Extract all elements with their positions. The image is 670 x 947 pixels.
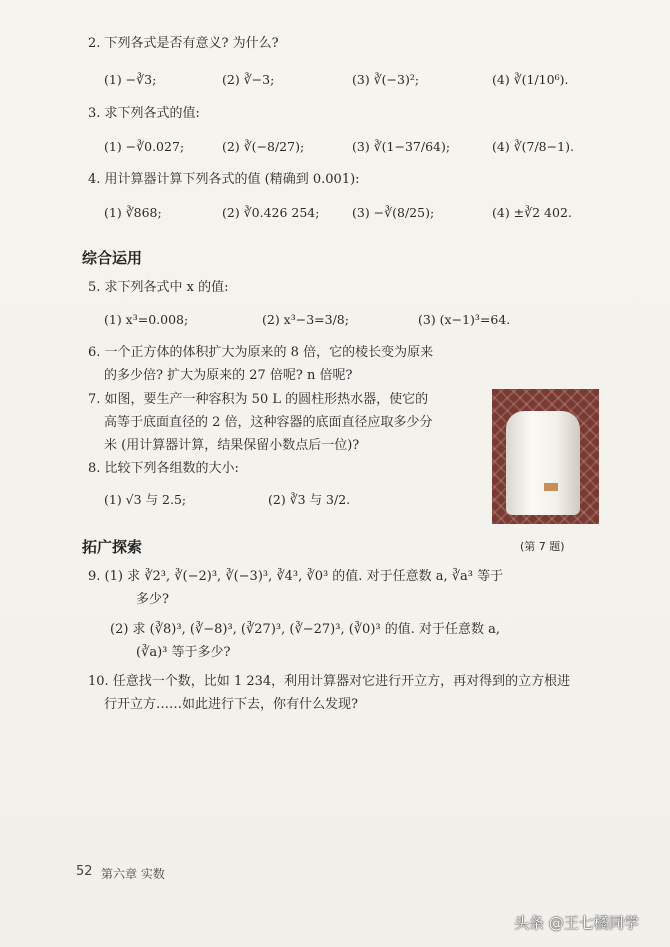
watermark: 头条 @王七橘同学 (514, 914, 639, 932)
question-8-item-2: (2) ∛3 与 3/2. (268, 492, 351, 507)
question-5-item-1: (1) x³=0.008; (104, 312, 189, 327)
question-2-item-3: (3) ∛(−3)²; (352, 72, 420, 87)
question-9-line-4: (∛a)³ 等于多少? (136, 645, 231, 660)
question-5-item-2: (2) x³−3=3/8; (262, 312, 349, 327)
chapter-title: 第六章 实数 (101, 867, 165, 881)
question-4-item-3: (3) −∛(8/25); (352, 205, 435, 220)
question-3-item-2: (2) ∛(−8/27); (222, 139, 305, 154)
question-9-line-1: 9. (1) 求 ∛2³, ∛(−2)³, ∛(−3)³, ∛4³, ∛0³ 的值. 对于任意数 a, ∛a³ 等于 (88, 569, 504, 584)
question-5-item-3: (3) (x−1)³=64. (418, 312, 511, 327)
question-8-item-1: (1) √3 与 2.5; (104, 492, 187, 507)
section-heading-comprehensive: 综合运用 (82, 249, 143, 267)
question-3-item-4: (4) ∛(7/8−1). (492, 139, 574, 154)
question-5-prompt: 5. 求下列各式中 x 的值: (88, 280, 229, 295)
water-heater-photo (492, 389, 599, 524)
question-2-item-1: (1) −∛3; (104, 72, 157, 87)
question-2-item-4: (4) ∛(1/10⁶). (492, 72, 569, 87)
page-number: 52 (76, 864, 93, 879)
question-6-line-2: 的多少倍? 扩大为原来的 27 倍呢? n 倍呢? (104, 368, 353, 383)
question-9-line-3: (2) 求 (∛8)³, (∛−8)³, (∛27)³, (∛−27)³, (∛0)³ 的值. 对于任意数 a, (110, 622, 501, 637)
question-2-item-2: (2) ∛−3; (222, 72, 275, 87)
question-3-item-1: (1) −∛0.027; (104, 139, 185, 154)
question-7-line-3: 米 (用计算器计算，结果保留小数点后一位)? (104, 438, 360, 453)
question-10-line-2: 行开立方……如此进行下去，你有什么发现? (104, 697, 358, 712)
question-3-item-3: (3) ∛(1−37/64); (352, 139, 451, 154)
question-3-prompt: 3. 求下列各式的值: (88, 106, 200, 121)
question-4-prompt: 4. 用计算器计算下列各式的值 (精确到 0.001): (88, 172, 360, 187)
question-9-line-2: 多少? (136, 592, 169, 607)
question-8-prompt: 8. 比较下列各组数的大小: (88, 461, 239, 476)
question-2-prompt: 2. 下列各式是否有意义? 为什么? (88, 36, 279, 51)
question-6-line-1: 6. 一个正方体的体积扩大为原来的 8 倍，它的棱长变为原来 (88, 345, 434, 360)
question-4-item-2: (2) ∛0.426 254; (222, 205, 320, 220)
question-4-item-4: (4) ±∛2 402. (492, 205, 572, 220)
question-7-line-1: 7. 如图，要生产一种容积为 50 L 的圆柱形热水器，使它的 (88, 392, 429, 407)
question-7-line-2: 高等于底面直径的 2 倍，这种容器的底面直径应取多少分 (104, 415, 433, 430)
question-4-item-1: (1) ∛868; (104, 205, 162, 220)
water-heater-label (544, 483, 558, 491)
water-heater-body (506, 411, 580, 515)
question-10-line-1: 10. 任意找一个数，比如 1 234，利用计算器对它进行开立方，再对得到的立方根进 (88, 674, 571, 689)
section-heading-extension: 拓广探索 (82, 538, 143, 556)
figure-caption: (第 7 题) (520, 540, 565, 553)
